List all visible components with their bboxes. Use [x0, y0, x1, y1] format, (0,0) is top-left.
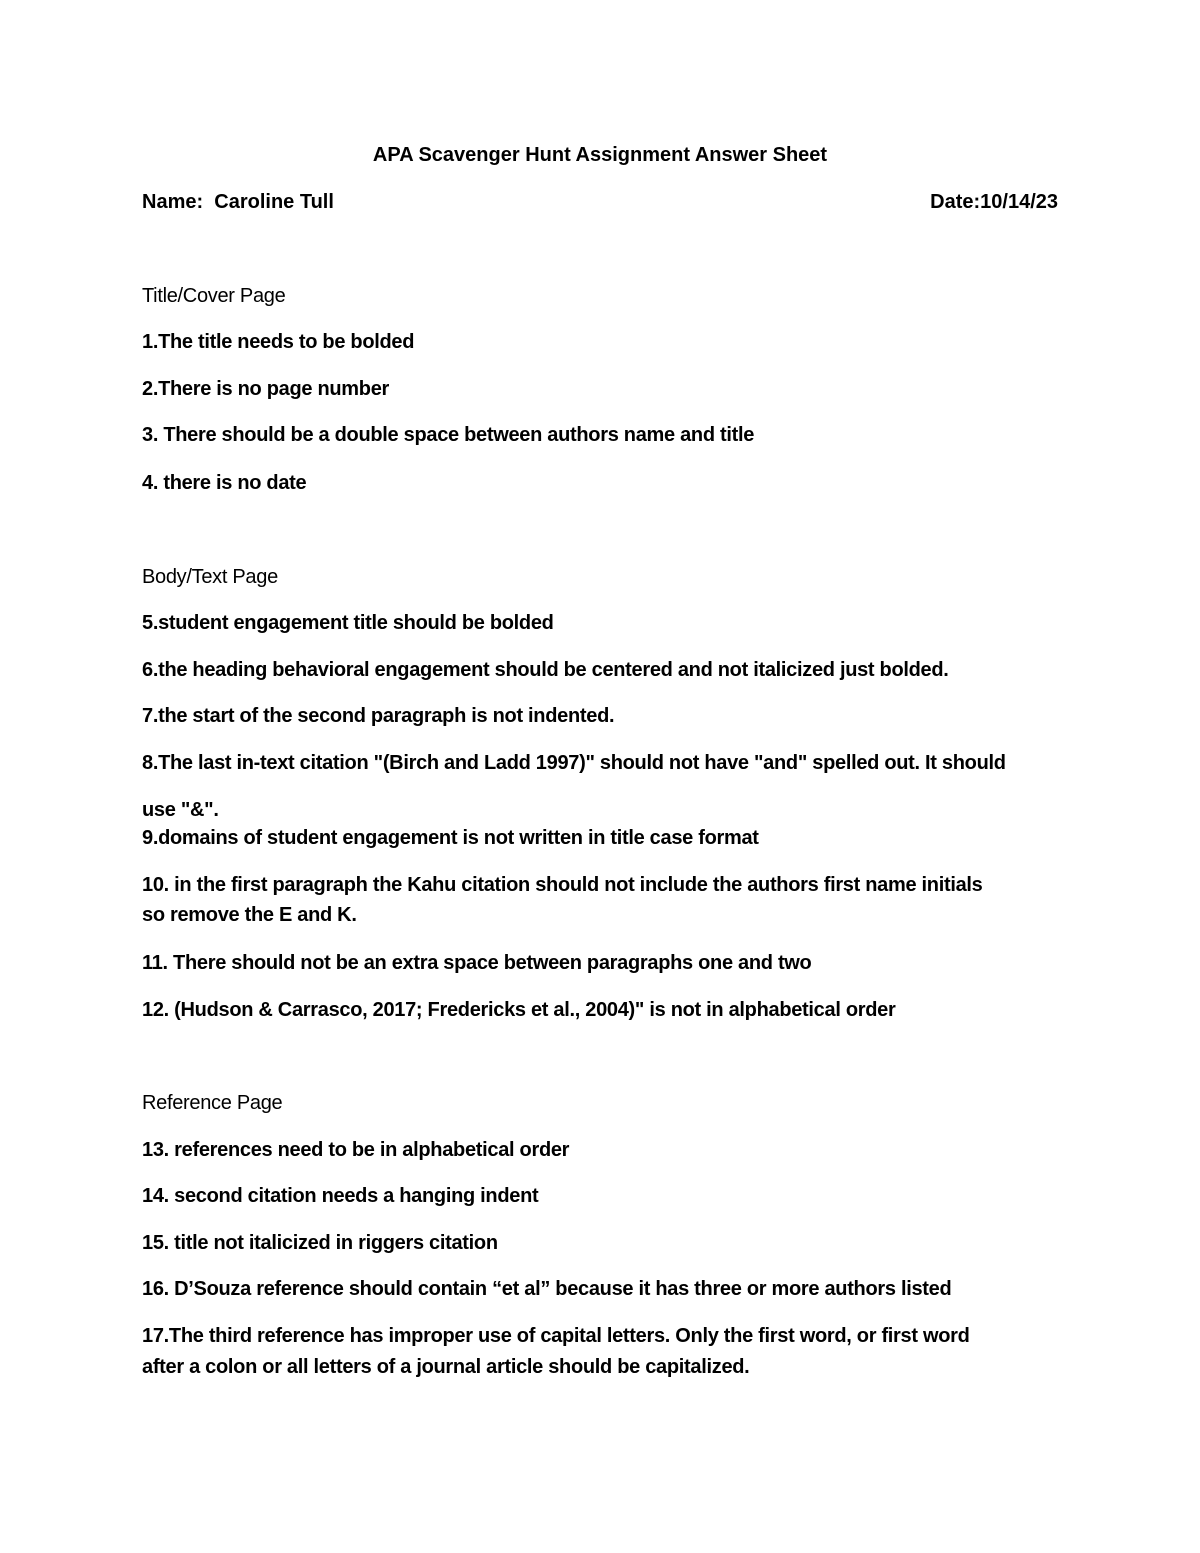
list-item: 3. There should be a double space between authors name and title [142, 424, 755, 446]
list-item: 11. There should not be an extra space between paragraphs one and two [142, 952, 812, 974]
date-field [930, 191, 1058, 214]
list-item: 7.the start of the second paragraph is not indented. [142, 705, 615, 727]
name-label: Name: [142, 191, 204, 213]
list-item: 16. D’Souza reference should contain “et al” because it has three or more authors listed [142, 1278, 952, 1300]
name-field [142, 191, 334, 214]
list-item: 13. references need to be in alphabetical order [142, 1139, 570, 1161]
list-item-continuation: after a colon or all letters of a journal article should be capitalized. [142, 1356, 750, 1378]
list-item: 8.The last in-text citation "(Birch and Ladd 1997)" should not have "and" spelled out. It should [142, 752, 1006, 774]
list-item: 15. title not italicized in riggers citation [142, 1232, 498, 1254]
date-label: Date: [930, 191, 981, 213]
section-heading-body-text: Body/Text Page [142, 566, 278, 588]
section-heading-reference: Reference Page [142, 1092, 283, 1114]
list-item: 4. there is no date [142, 472, 307, 494]
document-title: APA Scavenger Hunt Assignment Answer Sheet [372, 144, 828, 166]
list-item: 10. in the first paragraph the Kahu citation should not include the authors first name initials [142, 874, 983, 896]
name-value: Caroline Tull [214, 191, 334, 213]
list-item: 12. (Hudson & Carrasco, 2017; Fredericks et al., 2004)" is not in alphabetical order [142, 999, 896, 1021]
list-item: 17.The third reference has improper use of capital letters. Only the first word, or first word [142, 1325, 970, 1347]
list-item: 2.There is no page number [142, 378, 390, 400]
list-item: 6.the heading behavioral engagement should be centered and not italicized just bolded. [142, 659, 949, 681]
list-item-continuation: so remove the E and K. [142, 904, 357, 926]
list-item: 14. second citation needs a hanging indent [142, 1185, 539, 1207]
list-item: 1.The title needs to be bolded [142, 331, 415, 353]
list-item-continuation: use "&". [142, 799, 219, 821]
section-heading-title-cover: Title/Cover Page [142, 285, 286, 307]
date-value: 10/14/23 [980, 191, 1058, 213]
list-item: 9.domains of student engagement is not written in title case format [142, 827, 759, 849]
list-item: 5.student engagement title should be bolded [142, 612, 554, 634]
